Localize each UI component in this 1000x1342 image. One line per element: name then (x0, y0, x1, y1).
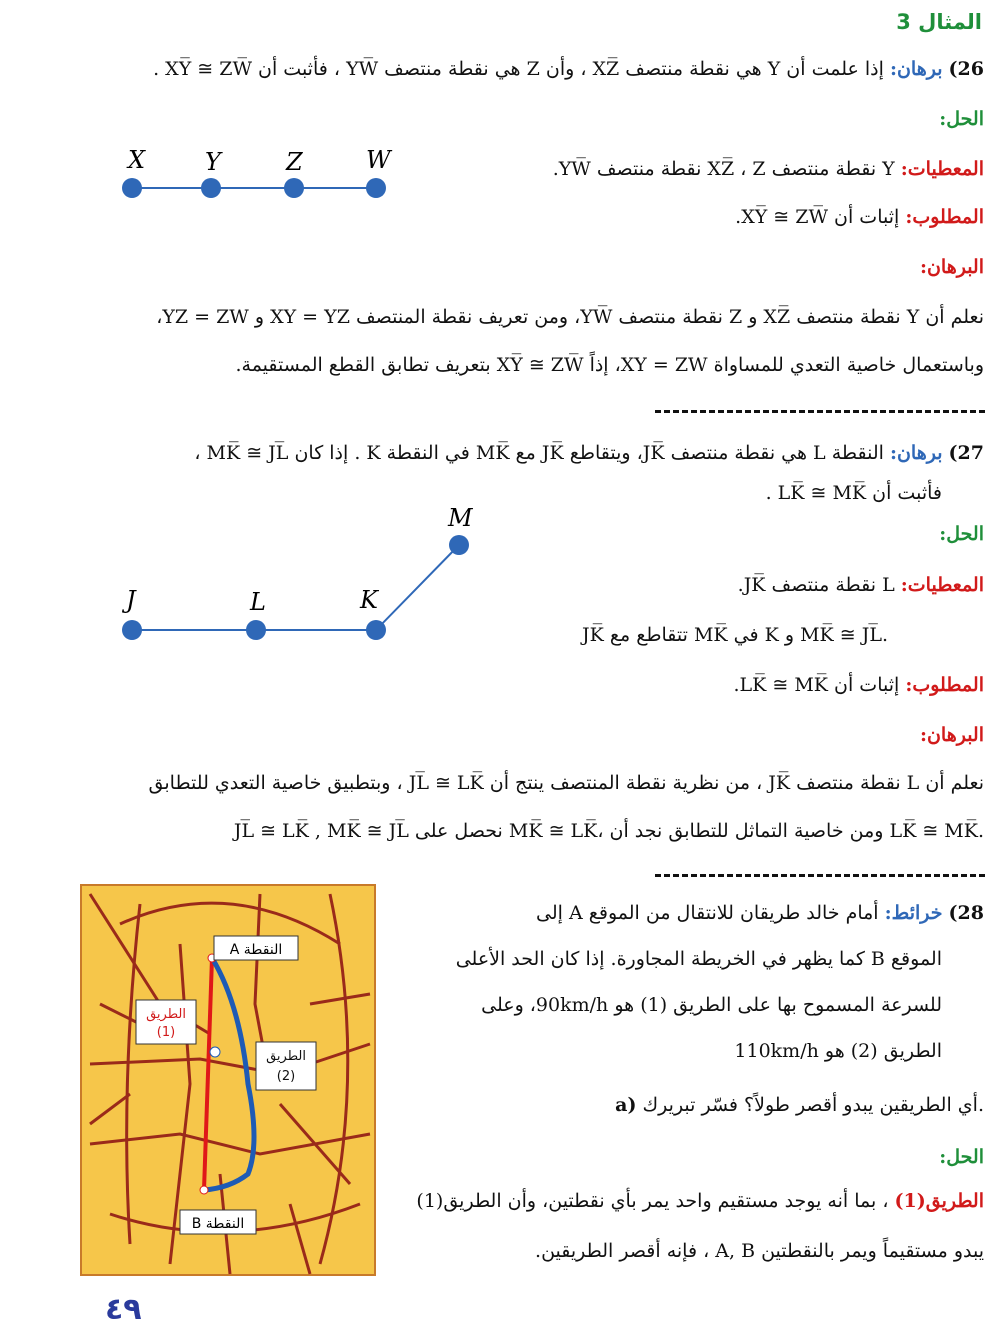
segment-jlkm-diagram (110, 500, 490, 650)
label-road-2-num: (2) (276, 1069, 296, 1084)
solution-label: الحل: (939, 108, 984, 130)
proof-line-2: وباستعمال خاصية التعدي للمساواة XY = ZW، إذاً XY̅ ≅ ZW̅ بتعريف تطابق القطع المستقيمة. (235, 354, 984, 376)
solution-label: الحل: (939, 523, 984, 545)
divider (655, 410, 985, 413)
point-w (366, 178, 386, 198)
problem-27-statement-cont: فأثبت أن LK̅ ≅ MK̅ . (765, 482, 942, 504)
proof-label: البرهان: (919, 256, 984, 278)
proof-line-1: نعلم أن L نقطة منتصف JK̅ ، من نظرية نقطة المنتصف ينتج أن JL̅ ≅ LK̅ ، وبتطبيق خاصية التعدي للتطابق (148, 772, 984, 794)
problem-text-line2: الموقع B كما يظهر في الخريطة المجاورة. إذا كان الحد الأعلى (455, 948, 942, 970)
label-l: L (250, 588, 266, 616)
problem-text: النقطة L هي نقطة منتصف JK̅، ويتقاطع JK̅ مع MK̅ في النقطة K . إذا كان MK̅ ≅ JL̅ ، (194, 442, 884, 464)
problem-26-statement (24, 58, 984, 80)
divider (655, 874, 985, 877)
label-road-2: الطريق (266, 1049, 306, 1064)
label-j: J (126, 586, 136, 614)
point-k (366, 620, 386, 640)
answer-label: الطريق(1) (894, 1190, 984, 1212)
problem-text-line4: الطريق (2) هو 110km/h (734, 1040, 942, 1062)
label-x: X (128, 146, 146, 174)
segment-xyzw-diagram (110, 142, 410, 212)
point-l (246, 620, 266, 640)
point-x (122, 178, 142, 198)
label-z: Z (286, 148, 303, 176)
given-27 (738, 574, 984, 596)
problem-text: إذا علمت أن Y هي نقطة منتصف XZ̅ ، وأن Z هي نقطة منتصف YW̅ ، فأثبت أن XY̅ ≅ ZW̅ . (153, 58, 884, 80)
problem-28-statement (536, 902, 984, 924)
proof-line-2: JL̅ ≅ LK̅ , MK̅ ≅ JL̅ نحصل على MK̅ ≅ LK̅، ومن خاصية التماثل للتطابق نجد أن LK̅ ≅ MK̅. (233, 820, 984, 842)
proof-line-1: نعلم أن Y نقطة منتصف XZ̅ و Z نقطة منتصف YW̅، ومن تعريف نقطة المنتصف XY = YZ و YZ = ZW، (156, 306, 984, 328)
problem-number: 28) (948, 902, 984, 924)
given-label: المعطيات: (900, 574, 984, 596)
label-m: M (448, 504, 473, 532)
answer-line-2: يبدو مستقيماً ويمر بالنقطتين A, B ، فإنه أقصر الطريقين. (535, 1240, 984, 1262)
required-text: إثبات أن LK̅ ≅ MK̅. (733, 674, 900, 696)
point-m (449, 535, 469, 555)
required-label: المطلوب: (905, 206, 984, 228)
problem-number: 26) (948, 58, 984, 80)
required-26 (735, 206, 984, 228)
given-26 (553, 158, 984, 180)
proof-label: البرهان: (919, 724, 984, 746)
problem-text-line3: للسرعة المسموح بها على الطريق (1) هو 90km/h، وعلى (481, 994, 942, 1016)
label-w: W (366, 146, 391, 174)
label-a: النقطة A (229, 942, 283, 958)
label-k: K (360, 586, 378, 614)
junction-marker (210, 1047, 220, 1057)
part-a-text: أي الطريقين يبدو أقصر طولاً؟ فسّر تبريرك. (642, 1094, 984, 1116)
page-number: ٤٩ (105, 1292, 142, 1327)
part-a-question (615, 1094, 984, 1116)
solution-label: الحل: (939, 1146, 984, 1168)
answer-text: ، بما أنه يوجد مستقيم واحد يمر بأي نقطتين، وأن الطريق(1) (416, 1190, 889, 1212)
point-y (201, 178, 221, 198)
required-text: إثبات أن XY̅ ≅ ZW̅. (735, 206, 900, 228)
problem-text-line1: أمام خالد طريقان للانتقال من الموقع A إلى (536, 902, 879, 924)
answer-line-1 (416, 1190, 984, 1212)
given-text: Y نقطة منتصف XZ̅ ، Z نقطة منتصف YW̅. (552, 158, 895, 180)
label-road-1: الطريق (146, 1007, 186, 1022)
given-27-line2: JK̅ تتقاطع مع MK̅ في K و MK̅ ≅ JL̅. (582, 624, 888, 646)
point-j (122, 620, 142, 640)
problem-tag: خرائط: (884, 902, 943, 924)
label-b: النقطة B (191, 1216, 245, 1232)
point-z (284, 178, 304, 198)
label-road-1-num: (1) (156, 1025, 176, 1040)
given-text: L نقطة منتصف JK̅. (737, 574, 895, 596)
point-b-marker (200, 1186, 208, 1194)
given-label: المعطيات: (900, 158, 984, 180)
required-27 (733, 674, 984, 696)
segment-mk (376, 545, 459, 630)
route-map (80, 884, 376, 1276)
problem-tag: برهان: (889, 58, 943, 80)
label-y: Y (205, 148, 221, 176)
required-label: المطلوب: (905, 674, 984, 696)
problem-tag: برهان: (889, 442, 943, 464)
problem-number: 27) (948, 442, 984, 464)
example-title: المثال 3 (896, 10, 982, 34)
problem-27-statement (24, 442, 984, 464)
part-a-label: a) (615, 1094, 637, 1116)
